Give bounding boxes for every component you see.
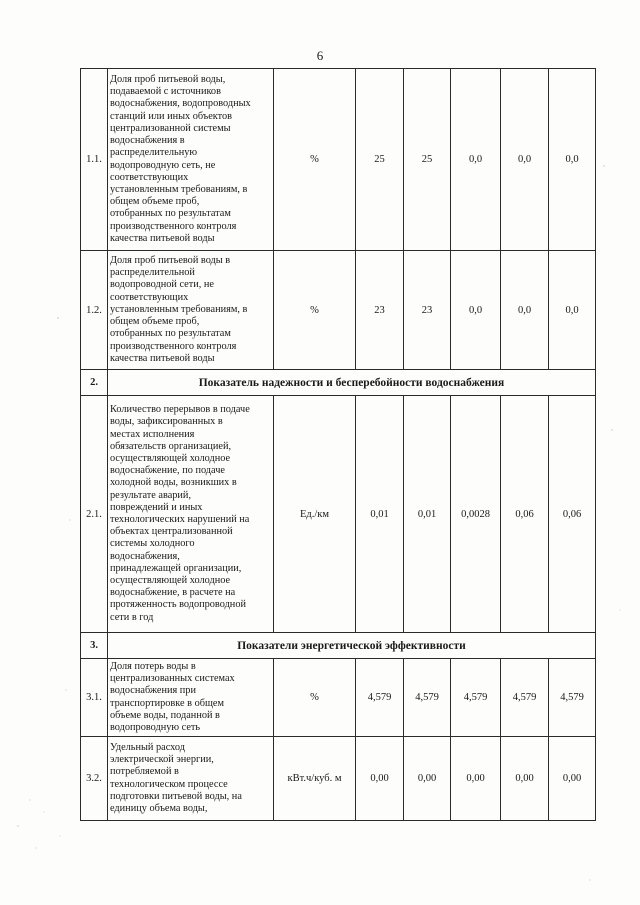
table-row	[81, 251, 596, 370]
value-cell: 4,579	[404, 659, 451, 737]
description-line: осуществляющей холодное	[110, 575, 231, 587]
description-line: распределительную	[110, 147, 198, 159]
description-line: Доля проб питьевой воды,	[110, 74, 226, 86]
unit-cell: %	[274, 69, 356, 251]
description-line: повреждений и иных	[110, 501, 203, 513]
value-cell: 4,579	[549, 659, 596, 737]
description-line: Доля проб питьевой воды в	[110, 255, 231, 267]
value-cell: 0,0	[549, 251, 596, 370]
value-cell: 25	[404, 69, 451, 251]
table-row	[81, 737, 596, 821]
section-header-row	[81, 370, 596, 396]
description-line: единицу объема воды,	[110, 802, 208, 814]
value-cell: 25	[356, 69, 404, 251]
table-row	[81, 396, 596, 633]
value-cell: 4,579	[451, 659, 501, 737]
value-cell: 0,00	[549, 737, 596, 821]
description-line: Удельный расход	[110, 741, 186, 753]
description-line: холодной воды, возникших в	[110, 477, 237, 489]
section-title: Показатель надежности и бесперебойности водоснабжения	[108, 370, 596, 396]
indicator-description	[108, 69, 274, 251]
value-cell: 0,01	[404, 396, 451, 633]
description-line: потребляемой в	[110, 766, 179, 778]
description-line: водоснабжения,	[110, 550, 180, 562]
description-line: водоснабжение, по подаче	[110, 465, 225, 477]
table-row	[81, 69, 596, 251]
description-line: водопроводной сети, не	[110, 279, 214, 291]
row-number: 3.2.	[81, 737, 108, 821]
description-line: общем объеме проб,	[110, 316, 200, 328]
indicator-description	[108, 251, 274, 370]
value-cell: 0,0	[451, 69, 501, 251]
description-line: водоснабжения в	[110, 135, 185, 147]
unit-cell: %	[274, 659, 356, 737]
description-line: системы холодного	[110, 538, 195, 550]
description-line: качества питьевой воды	[110, 232, 215, 244]
value-cell: 0,0	[501, 251, 549, 370]
indicators-table	[80, 68, 596, 821]
value-cell: 23	[404, 251, 451, 370]
section-header-row	[81, 633, 596, 659]
section-title: Показатели энергетической эффективности	[108, 633, 596, 659]
description-line: общем объеме проб,	[110, 196, 200, 208]
value-cell: 0,0	[549, 69, 596, 251]
description-line: отобранных по результатам	[110, 208, 231, 220]
description-line: установленным требованиям, в	[110, 303, 248, 315]
unit-cell: кВт.ч/куб. м	[274, 737, 356, 821]
section-number: 3.	[81, 633, 108, 659]
description-line: транспортировке в общем	[110, 697, 224, 709]
description-line: водоснабжения при	[110, 685, 196, 697]
description-line: установленным требованиям, в	[110, 183, 248, 195]
description-line: отобранных по результатам	[110, 328, 231, 340]
section-number: 2.	[81, 370, 108, 396]
description-line: водоснабжения, водопроводных	[110, 98, 251, 110]
value-cell: 0,00	[404, 737, 451, 821]
description-line: Доля потерь воды в	[110, 660, 196, 672]
row-number: 2.1.	[81, 396, 108, 633]
value-cell: 0,00	[501, 737, 549, 821]
description-line: станций или иных объектов	[110, 110, 233, 122]
value-cell: 0,06	[501, 396, 549, 633]
description-line: распределительной	[110, 267, 195, 279]
description-line: результате аварий,	[110, 489, 192, 501]
value-cell: 0,00	[356, 737, 404, 821]
description-line: осуществляющей холодное	[110, 452, 231, 464]
value-cell: 0,0028	[451, 396, 501, 633]
description-line: соответствующих	[110, 291, 189, 303]
unit-cell: Ед./км	[274, 396, 356, 633]
value-cell: 0,0	[501, 69, 549, 251]
description-line: электрической энергии,	[110, 754, 214, 766]
row-number: 3.1.	[81, 659, 108, 737]
description-line: сети в год	[110, 611, 154, 623]
row-number: 1.1.	[81, 69, 108, 251]
value-cell: 0,0	[451, 251, 501, 370]
description-line: воды, зафиксированных в	[110, 416, 223, 428]
description-line: централизованной системы	[110, 122, 231, 134]
description-line: качества питьевой воды	[110, 352, 215, 364]
description-line: местах исполнения	[110, 428, 195, 440]
unit-cell: %	[274, 251, 356, 370]
description-line: технологическом процессе	[110, 778, 228, 790]
value-cell: 0,01	[356, 396, 404, 633]
description-line: технологических нарушений на	[110, 514, 250, 525]
value-cell: 0,00	[451, 737, 501, 821]
value-cell: 4,579	[356, 659, 404, 737]
row-number: 1.2.	[81, 251, 108, 370]
description-line: производственного контроля	[110, 340, 237, 352]
description-line: водопроводную сеть	[110, 721, 201, 733]
description-line: обязательств организацией,	[110, 440, 232, 452]
description-line: водопроводную сеть, не	[110, 159, 216, 171]
indicator-description	[108, 659, 274, 737]
value-cell: 0,06	[549, 396, 596, 633]
description-line: объектах централизованной	[110, 526, 233, 538]
description-line: производственного контроля	[110, 220, 237, 232]
table-row	[81, 659, 596, 737]
description-line: соответствующих	[110, 171, 189, 183]
value-cell: 23	[356, 251, 404, 370]
indicator-description	[108, 737, 274, 821]
description-line: подаваемой с источников	[110, 86, 221, 98]
description-line: подготовки питьевой воды, на	[110, 790, 242, 802]
description-line: объеме воды, поданной в	[110, 709, 220, 721]
page-number: 6	[316, 48, 324, 63]
description-line: протяженность водопроводной	[110, 599, 246, 611]
description-line: Количество перерывов в подаче	[110, 404, 250, 416]
value-cell: 4,579	[501, 659, 549, 737]
description-line: водоснабжение, в расчете на	[110, 587, 236, 599]
description-line: централизованных системах	[110, 673, 235, 685]
indicator-description	[108, 396, 274, 633]
description-line: принадлежащей организации,	[110, 562, 242, 574]
